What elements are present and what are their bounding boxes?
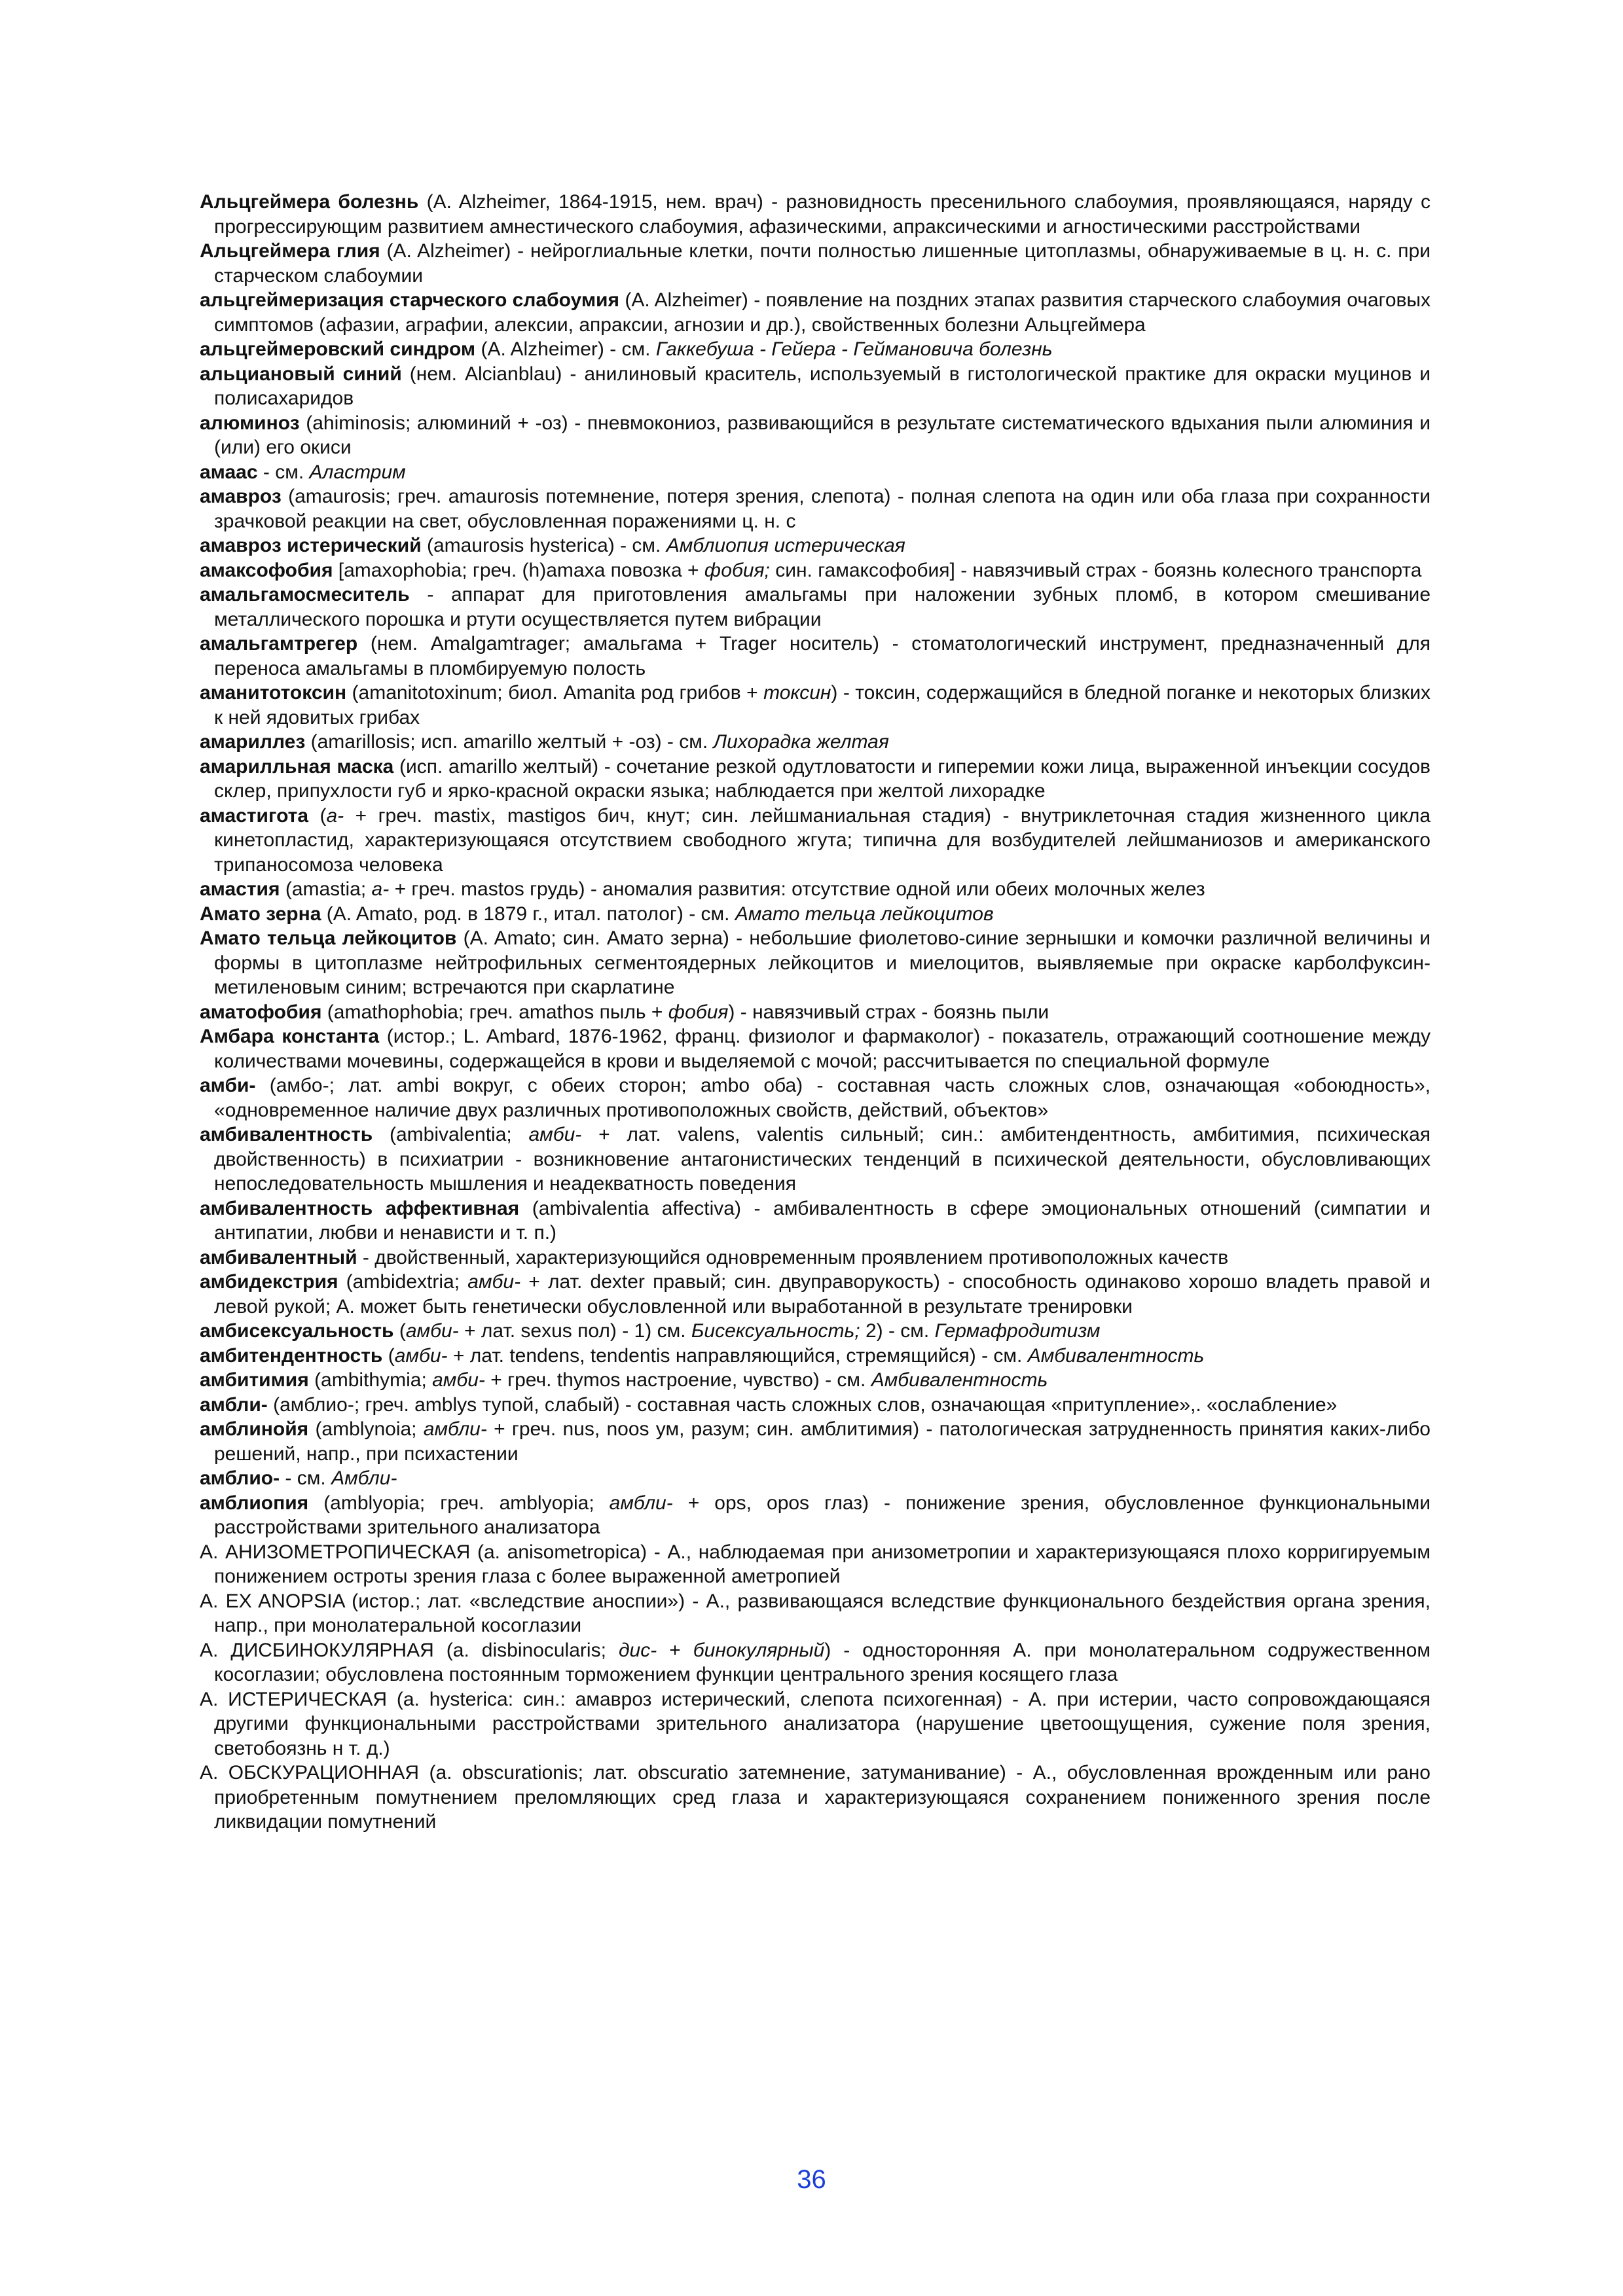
entry-crossref: Амбивалентность [1027,1344,1205,1367]
entry-headword: Амато тельца лейкоцитов [200,927,457,949]
dictionary-entries [200,190,1431,1835]
entry-text: 2) - см. [860,1320,935,1342]
entry-text: (amblyopia; греч. amblyopia; [308,1492,610,1514]
entry-headword: альцгеймеровский синдром [200,338,476,360]
entry-text: (A. Amato, род. в 1879 г., итал. патолог) - см. [321,903,735,925]
dictionary-entry [200,1589,1431,1638]
entry-text: + греч. thymos настроение, чувство) - см. [484,1369,871,1391]
entry-text: - двойственный, характеризующийся одновременным проявлением противоположных качеств [357,1246,1229,1268]
entry-text: (amastia; [280,878,372,900]
entry-text: (A. Alzheimer) - нейроглиальные клетки, почти полностью лишенные цитоплазмы, обнаруживаемые в ц. н. с. при старческом слабоумии [214,240,1431,287]
dictionary-entry [200,583,1431,632]
entry-headword: амавроз [200,486,282,507]
entry-text: А. ИСТЕРИЧЕСКАЯ (a. hysterica: син.: амавроз истерический, слепота психогенная) - А. при истерии, часто сопровождающаяся другими функциональными расстройствами зрительного анализатора (нарушение цветоощущения, сужение поля зрения, светобоязнь н т. д.) [200,1688,1431,1759]
entry-headword: алюминоз [200,412,300,434]
entry-headword: амастия [200,878,280,900]
entry-text: (amblynoia; [308,1418,424,1440]
entry-text: + греч. mastix, mastigos бич, кнут; син. лейшманиальная стадия) - внутриклеточная стадия жизненного цикла кинетопластид, характеризующаяся отсутствием свободного жгута; типична для возбудителей лейшманиозов и американского трипаносомоза человека [214,804,1431,876]
entry-text: (amanitotoxinum; биол. Amanita род грибов + [346,682,764,704]
entry-crossref: Лихорадка желтая [713,731,889,753]
entry-headword: амблиопия [200,1492,309,1514]
entry-text: (ambithymia; [308,1369,433,1391]
entry-crossref: Амбивалентность [871,1369,1048,1391]
entry-headword: аматофобия [200,1001,322,1023]
dictionary-entry [200,1270,1431,1319]
dictionary-entry [200,926,1431,1000]
entry-headword: амбли- [200,1393,268,1416]
entry-text: ) - токсин, содержащийся в бледной поганке и некоторых близких к ней ядовитых грибах [214,682,1431,728]
entry-crossref: Амблиопия истерическая [666,535,905,556]
entry-text: А. ДИСБИНОКУЛЯРНАЯ (a. disbinocularis; [200,1639,619,1661]
entry-crossref: амби- [405,1320,459,1342]
dictionary-entry [200,730,1431,755]
entry-text: (amaurosis hysterica) - см. [421,535,666,556]
entry-crossref: Аластрим [309,461,406,483]
entry-headword: амбивалентность [200,1124,373,1145]
entry-text: + лат. dexter правый; син. двуправорукость) - способность одинаково хорошо владеть правой и левой рукой; А. может быть генетически обусловленной или выработанной в результате тренировки [214,1271,1431,1318]
entry-headword: амбивалентность аффективная [200,1197,520,1219]
dictionary-entry [200,1319,1431,1344]
dictionary-entry [200,1491,1431,1540]
dictionary-entry [200,755,1431,804]
entry-crossref: амби- [394,1344,448,1367]
entry-crossref: амбли- [423,1418,487,1440]
dictionary-entry [200,239,1431,288]
dictionary-entry [200,484,1431,533]
entry-text: ( [308,804,327,827]
entry-headword: амби- [200,1075,256,1096]
entry-headword: амальгамтрегер [200,633,358,655]
dictionary-entry [200,1466,1431,1491]
entry-headword: амальгамосмеситель [200,584,410,605]
entry-text: - аппарат для приготовления амальгамы при наложении зубных пломб, в котором смешивание металлического порошка и ртути осуществляется путем вибрации [214,584,1431,630]
entry-text: + лат. valens, valentis сильный; син.: амбитендентность, амбитимия, психическая двойственность) в психиатрии - возникновение антагонистических тенденций в психической деятельности, обусловливающих непоследовательность мышления и неадекватность поведения [214,1124,1431,1194]
entry-text: (amathophobia; греч. amathos пыль + [321,1001,668,1023]
entry-headword: амастигота [200,804,309,827]
entry-text: А. ОБСКУРАЦИОННАЯ (a. obscurationis; лат. obscuratio затемнение, затуманивание) - А., обусловленная врожденным или рано приобретенным помутнением преломляющих сред глаза и характеризующаяся сохранением пониженного зрения после ликвидации помутнений [200,1762,1431,1833]
entry-text: (нем. Alcianblau) - анилиновый краситель, используемый в гистологической практике для окраски муцинов и полисахаридов [214,363,1431,409]
dictionary-entry [200,337,1431,362]
entry-text: - см. [257,461,310,483]
entry-text: - см. [280,1467,332,1489]
entry-text: + греч. mastos грудь) - аномалия развития: отсутствие одной или обеих молочных желез [389,878,1205,900]
dictionary-entry [200,1000,1431,1025]
entry-text: ) - односторонняя А. при монолатеральном содружественном косоглазии; обусловлена постоянным торможением функции центрального зрения косящего глаза [214,1639,1431,1685]
entry-crossref: Гаккебуша - Гейера - Геймановича болезнь [655,338,1053,360]
entry-text: (A. Alzheimer, 1864-1915, нем. врач) - разновидность пресенильного слабоумия, проявляющаяся, наряду с прогрессирующим развитием амнестического слабоумия, афазическими, апраксическими и агностическими расстройствами [214,191,1431,238]
entry-text: (исп. amarillo желтый) - сочетание резкой одутловатости и гиперемии кожи лица, выраженной инъекции сосудов склер, припухлости губ и ярко-красной окраски языка; наблюдается при желтой лихорадке [214,755,1431,802]
entry-headword: амаас [200,461,258,483]
dictionary-entry [200,1638,1431,1687]
entry-text: + лат. sexus пол) - 1) см. [458,1320,691,1342]
entry-text: ) - навязчивый страх - боязнь пыли [728,1001,1049,1023]
dictionary-entry [200,1196,1431,1246]
dictionary-entry [200,1073,1431,1122]
entry-headword: амбитендентность [200,1344,383,1367]
dictionary-entry [200,1122,1431,1196]
entry-text: (ambivalentia; [373,1124,529,1145]
entry-crossref: токсин [763,682,831,704]
entry-text: + лат. tendens, tendentis направляющийся, стремящийся) - см. [447,1344,1028,1367]
entry-crossref: Амато тельца лейкоцитов [735,903,994,925]
dictionary-entry [200,1687,1431,1761]
entry-headword: амблинойя [200,1418,309,1440]
entry-crossref: фобия; [704,559,770,581]
entry-text: + греч. nus, noos ум, разум; син. амблитимия) - патологическая затрудненность принятия каких-либо решений, напр., при психастении [214,1418,1431,1465]
entry-text: [amaxophobia; греч. (h)amaxa повозка + [333,559,704,581]
dictionary-entry [200,1761,1431,1835]
entry-headword: альциановый синий [200,363,402,385]
entry-text: (amaurosis; греч. amaurosis потемнение, потеря зрения, слепота) - полная слепота на один или оба глаза при сохранности зрачковой реакции на свет, обусловленная поражениями ц. н. с [214,486,1431,532]
entry-crossref: а- [371,878,390,900]
entry-crossref: дис- [618,1639,657,1661]
entry-text: (ahiminosis; алюминий + -оз) - пневмокониоз, развивающийся в результате систематического вдыхания пыли алюминия и (или) его окиси [214,412,1431,458]
entry-headword: Альцгеймера глия [200,240,380,262]
dictionary-entry [200,804,1431,878]
entry-headword: Альцгеймера болезнь [200,191,419,213]
entry-text: (A. Amato; син. Амато зерна) - небольшие фиолетово-синие зернышки и комочки различной величины и формы в цитоплазме нейтрофильных сегментоядерных лейкоцитов и миелоцитов, выявляемые при окраске карболфуксин-метиленовым синим; встречаются при скарлатине [214,927,1431,998]
entry-text: А. EX ANOPSIA (истор.; лат. «вследствие аноспии») - А., развивающаяся вследствие функционального бездействия органа зрения, напр., при монолатеральной косоглазии [200,1590,1431,1636]
entry-text: (нем. Amalgamtrager; амальгама + Trager носитель) - стоматологический инструмент, предназначенный для переноса амальгамы в пломбируемую полость [214,633,1431,679]
entry-crossref: Амбли- [331,1467,397,1489]
entry-crossref: амбли- [609,1492,673,1514]
dictionary-entry [200,190,1431,239]
entry-text: (ambidextria; [338,1271,468,1293]
entry-text: (истор.; L. Ambard, 1876-1962, франц. физиолог и фармаколог) - показатель, отражающий соотношение между количествами мочевины, содержащейся в крови и выделяемой с мочой; рассчитывается по специальной формуле [214,1026,1431,1072]
entry-headword: амариллез [200,731,306,753]
entry-crossref: амби- [432,1369,485,1391]
entry-headword: амавроз истерический [200,535,422,556]
entry-text: (амблио-; греч. amblys тупой, слабый) - составная часть сложных слов, означающая «притупление»,. «ослабление» [267,1393,1338,1416]
entry-crossref: фобия [668,1001,729,1023]
entry-headword: аманитотоксин [200,682,347,704]
entry-crossref: амби- [528,1124,582,1145]
entry-headword: амбивалентный [200,1246,357,1268]
entry-headword: альцгеймеризация старческого слабоумия [200,289,619,311]
entry-crossref: Бисексуальность; [691,1320,860,1342]
dictionary-entry [200,1540,1431,1589]
entry-text: (амбо-; лат. ambi вокруг, с обеих сторон; ambo оба) - составная часть сложных слов, означающая «обоюдность», «одновременное наличие двух различных противоположных свойств, действий, объектов» [214,1075,1431,1121]
entry-text: син. гамаксофобия] - навязчивый страх - боязнь колесного транспорта [769,559,1422,581]
dictionary-entry [200,362,1431,411]
entry-text: А. АНИЗОМЕТРОПИЧЕСКАЯ (a. anisometropica) - А., наблюдаемая при анизометропии и характеризующаяся плохо корригируемым понижением остроты зрения глаза с более выраженной аметропией [200,1541,1431,1587]
entry-crossref: Гермафродитизм [934,1320,1101,1342]
entry-crossref: амби- [467,1271,521,1293]
entry-text: (ambivalentia affectiva) - амбивалентность в сфере эмоциональных отношений (симпатии и антипатии, любви и ненависти и т. п.) [214,1197,1431,1244]
entry-headword: амаксофобия [200,559,333,581]
entry-text: + [657,1639,693,1661]
entry-text: (A. Alzheimer) - см. [475,338,656,360]
entry-headword: Амато зерна [200,903,321,925]
entry-headword: амблио- [200,1467,280,1489]
dictionary-entry [200,1417,1431,1466]
dictionary-entry [200,902,1431,927]
dictionary-entry [200,1246,1431,1270]
dictionary-entry [200,877,1431,902]
dictionary-entry [200,1368,1431,1393]
entry-text: + ops, opos глаз) - понижение зрения, обусловленное функциональными расстройствами зрительного анализатора [214,1492,1431,1538]
dictionary-entry [200,1344,1431,1369]
entry-headword: амбитимия [200,1369,309,1391]
dictionary-entry [200,1393,1431,1418]
entry-crossref: бинокулярный [693,1639,825,1661]
dictionary-entry [200,411,1431,460]
entry-headword: амбисексуальность [200,1320,394,1342]
dictionary-entry [200,681,1431,730]
entry-text: ( [382,1344,395,1367]
entry-headword: Амбара константа [200,1026,380,1047]
entry-headword: амарилльная маска [200,755,394,778]
page-number: 36 [797,2165,826,2194]
dictionary-entry [200,558,1431,583]
dictionary-entry [200,632,1431,681]
entry-text: ( [393,1320,406,1342]
dictionary-entry [200,460,1431,485]
dictionary-entry [200,1024,1431,1073]
dictionary-entry [200,288,1431,337]
dictionary-entry [200,533,1431,558]
entry-text: (amarillosis; исп. amarillo желтый + -оз) - см. [305,731,714,753]
entry-crossref: а- [326,804,344,827]
entry-headword: амбидекстрия [200,1271,338,1293]
entry-text: (A. Alzheimer) - появление на поздних этапах развития старческого слабоумия очаговых симптомов (афазии, аграфии, алексии, апраксии, агнозии и др.), свойственных болезни Альцгеймера [214,289,1431,336]
